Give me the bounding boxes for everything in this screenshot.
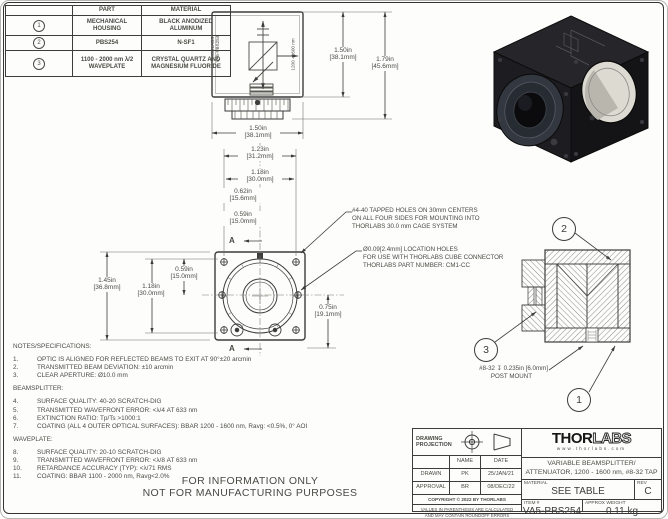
col-material: MATERIAL bbox=[142, 6, 231, 16]
col-part: PART bbox=[73, 6, 142, 16]
balloon-2: 2 bbox=[552, 217, 576, 241]
engraving-model: VA5-PBS254 bbox=[215, 35, 220, 63]
beamsplitter-heading: BEAMSPLITTER: bbox=[13, 385, 64, 393]
name-header: NAME bbox=[450, 456, 481, 468]
rev-cell: REV C bbox=[635, 480, 661, 499]
rev-value: C bbox=[644, 486, 652, 497]
dim-top-total-height: 1.79in [45.6mm] bbox=[363, 56, 407, 71]
engraving-brand: THORLABS bbox=[210, 36, 215, 62]
dim-stack-3: 0.62in [15.6mm] bbox=[222, 188, 264, 203]
roundoff-disclaimer: VALUES IN PARENTHESIS ARE CALCULATED AND MAY CONTAIN ROUNDOFF ERRORS bbox=[420, 507, 514, 518]
balloon-3-icon: 3 bbox=[33, 58, 45, 70]
date-header: DATE bbox=[493, 458, 509, 464]
notes-specifications: NOTES/SPECIFICATIONS: 1. OPTIC IS ALIGNED FOR REFLECTED BEAMS TO EXIT AT 90°±20 arcmin 2. TRANSMITTED BEAM DEVIATION: ±10 arcmin 3. CLEAR APERTURE: Ø10.0 mm BEAMSPLITTER: 4. SURFACE QUALITY: 40-20 SCRATCH-DIG 5. TRANSMITTED WAVEFRONT ERROR: <λ/4 AT 633 nm 6. EXTINCTION RATIO: Tp/Ts >1000:1 7. COATING (ALL 4 OUTER OPTICAL SURFACES): BBAR 1200 - 1600 nm, Ravg: <0.5%, 0° AOI WAVEPLATE: 8. SURFACE QUALITY: 20-10 SCRATCH-DIG 9. TRANSMITTED WAVEFRONT ERROR: <λ/8 AT 633 nm 10. RETARDANCE ACCURACY (TYP): <λ/71 RMS 11. COATING: BBAR 1100 - 2000 nm, Ravg<2.0% bbox=[13, 343, 358, 481]
balloon-3: 3 bbox=[474, 338, 498, 362]
balloon-1: 1 bbox=[567, 388, 591, 412]
callout-location-holes: Ø0.09[2.4mm] LOCATION HOLES FOR USE WITH THORLABS CUBE CONNECTOR THORLABS PART NUMBER: CM1-CC bbox=[363, 246, 504, 269]
waveplate-heading: WAVEPLATE: bbox=[13, 435, 53, 443]
part-cell: PBS254 bbox=[73, 36, 142, 51]
drawn-date: 25/JAN/21 bbox=[487, 471, 515, 477]
information-only-notice: FOR INFORMATION ONLY NOT FOR MANUFACTURING PURPOSES bbox=[142, 475, 358, 499]
approval-date: 08/DEC/22 bbox=[487, 484, 515, 490]
thorlabs-logo: THORLABS www.thorlabs.com bbox=[522, 429, 661, 458]
engraving-brand-model bbox=[210, 19, 220, 79]
balloon-2-icon: 2 bbox=[33, 37, 45, 49]
table-row bbox=[6, 51, 231, 77]
table-row bbox=[6, 16, 231, 36]
material-cell: N-SF1 bbox=[142, 36, 231, 51]
dim-top-width: 1.50in [38.1mm] bbox=[236, 125, 280, 140]
material-cell: MATERIAL SEE TABLE bbox=[522, 480, 635, 499]
parts-table bbox=[5, 5, 231, 77]
drawn-name: PK bbox=[450, 469, 481, 481]
material-cell: BLACK ANODIZED ALUMINUM bbox=[142, 16, 231, 36]
projection-symbol-icon bbox=[458, 431, 514, 453]
post-mount-note: #8-32 ↧ 0.235in [6.0mm] POST MOUNT bbox=[479, 365, 548, 380]
material-value: SEE TABLE bbox=[551, 486, 605, 497]
part-cell: 1100 - 2000 nm λ/2 WAVEPLATE bbox=[73, 51, 142, 77]
dim-left-outer: 1.45in [36.8mm] bbox=[85, 277, 129, 292]
drawing-title: VARIABLE BEAMSPLITTER/ ATTENUATOR, 1200 - 1600 nm, #8-32 TAP bbox=[522, 458, 661, 480]
table-row bbox=[6, 36, 231, 51]
part-cell: MECHANICAL HOUSING bbox=[73, 16, 142, 36]
dim-stack-4: 0.59in [15.0mm] bbox=[222, 211, 264, 226]
weight-value: 0.11 kg bbox=[605, 506, 639, 517]
approval-label: APPROVAL bbox=[413, 482, 450, 494]
notes-heading: NOTES/SPECIFICATIONS: bbox=[13, 343, 92, 350]
item-number-cell: ITEM # VA5-PBS254 bbox=[522, 501, 582, 517]
material-cell: CRYSTAL QUARTZ AND MAGNESIUM FLUORIDE bbox=[142, 51, 231, 77]
approval-row bbox=[413, 482, 521, 495]
dim-top-inner: 0.59in [15.0mm] bbox=[162, 266, 206, 281]
title-block bbox=[412, 428, 662, 518]
section-label-top: A bbox=[229, 236, 235, 245]
signature-header-row bbox=[413, 456, 521, 469]
dim-top-height: 1.50in [38.1mm] bbox=[322, 47, 364, 62]
drawn-label: DRAWN bbox=[413, 469, 450, 481]
dim-left-inner: 1.18in [30.0mm] bbox=[129, 283, 173, 298]
section-label-bottom: A bbox=[229, 344, 235, 353]
balloon-1-icon: 1 bbox=[33, 20, 45, 32]
copyright-notice: COPYRIGHT © 2022 BY THORLABS bbox=[413, 495, 521, 505]
approval-name: BR bbox=[450, 482, 481, 494]
parts-table-header bbox=[6, 6, 231, 16]
engraving-range: 1200 - 1600 nm bbox=[290, 38, 296, 71]
website-url: www.thorlabs.com bbox=[556, 446, 627, 451]
drawn-row bbox=[413, 469, 521, 482]
dim-right: 0.75in [19.1mm] bbox=[306, 304, 350, 319]
drawing-projection-label: DRAWING PROJECTION bbox=[416, 436, 452, 448]
dim-stack-1: 1.23in [31.2mm] bbox=[238, 146, 282, 161]
item-number-value: VA5-PBS254 bbox=[522, 506, 582, 517]
dim-stack-2: 1.18in [30.0mm] bbox=[238, 169, 282, 184]
weight-cell: APPROX WEIGHT 0.11 kg bbox=[583, 500, 661, 511]
callout-tapped-holes: #4-40 TAPPED HOLES ON 30mm CENTERS ON ALL FOUR SIDES FOR MOUNTING INTO THORLABS 30.0 mm CAGE SYSTEM bbox=[352, 207, 480, 230]
